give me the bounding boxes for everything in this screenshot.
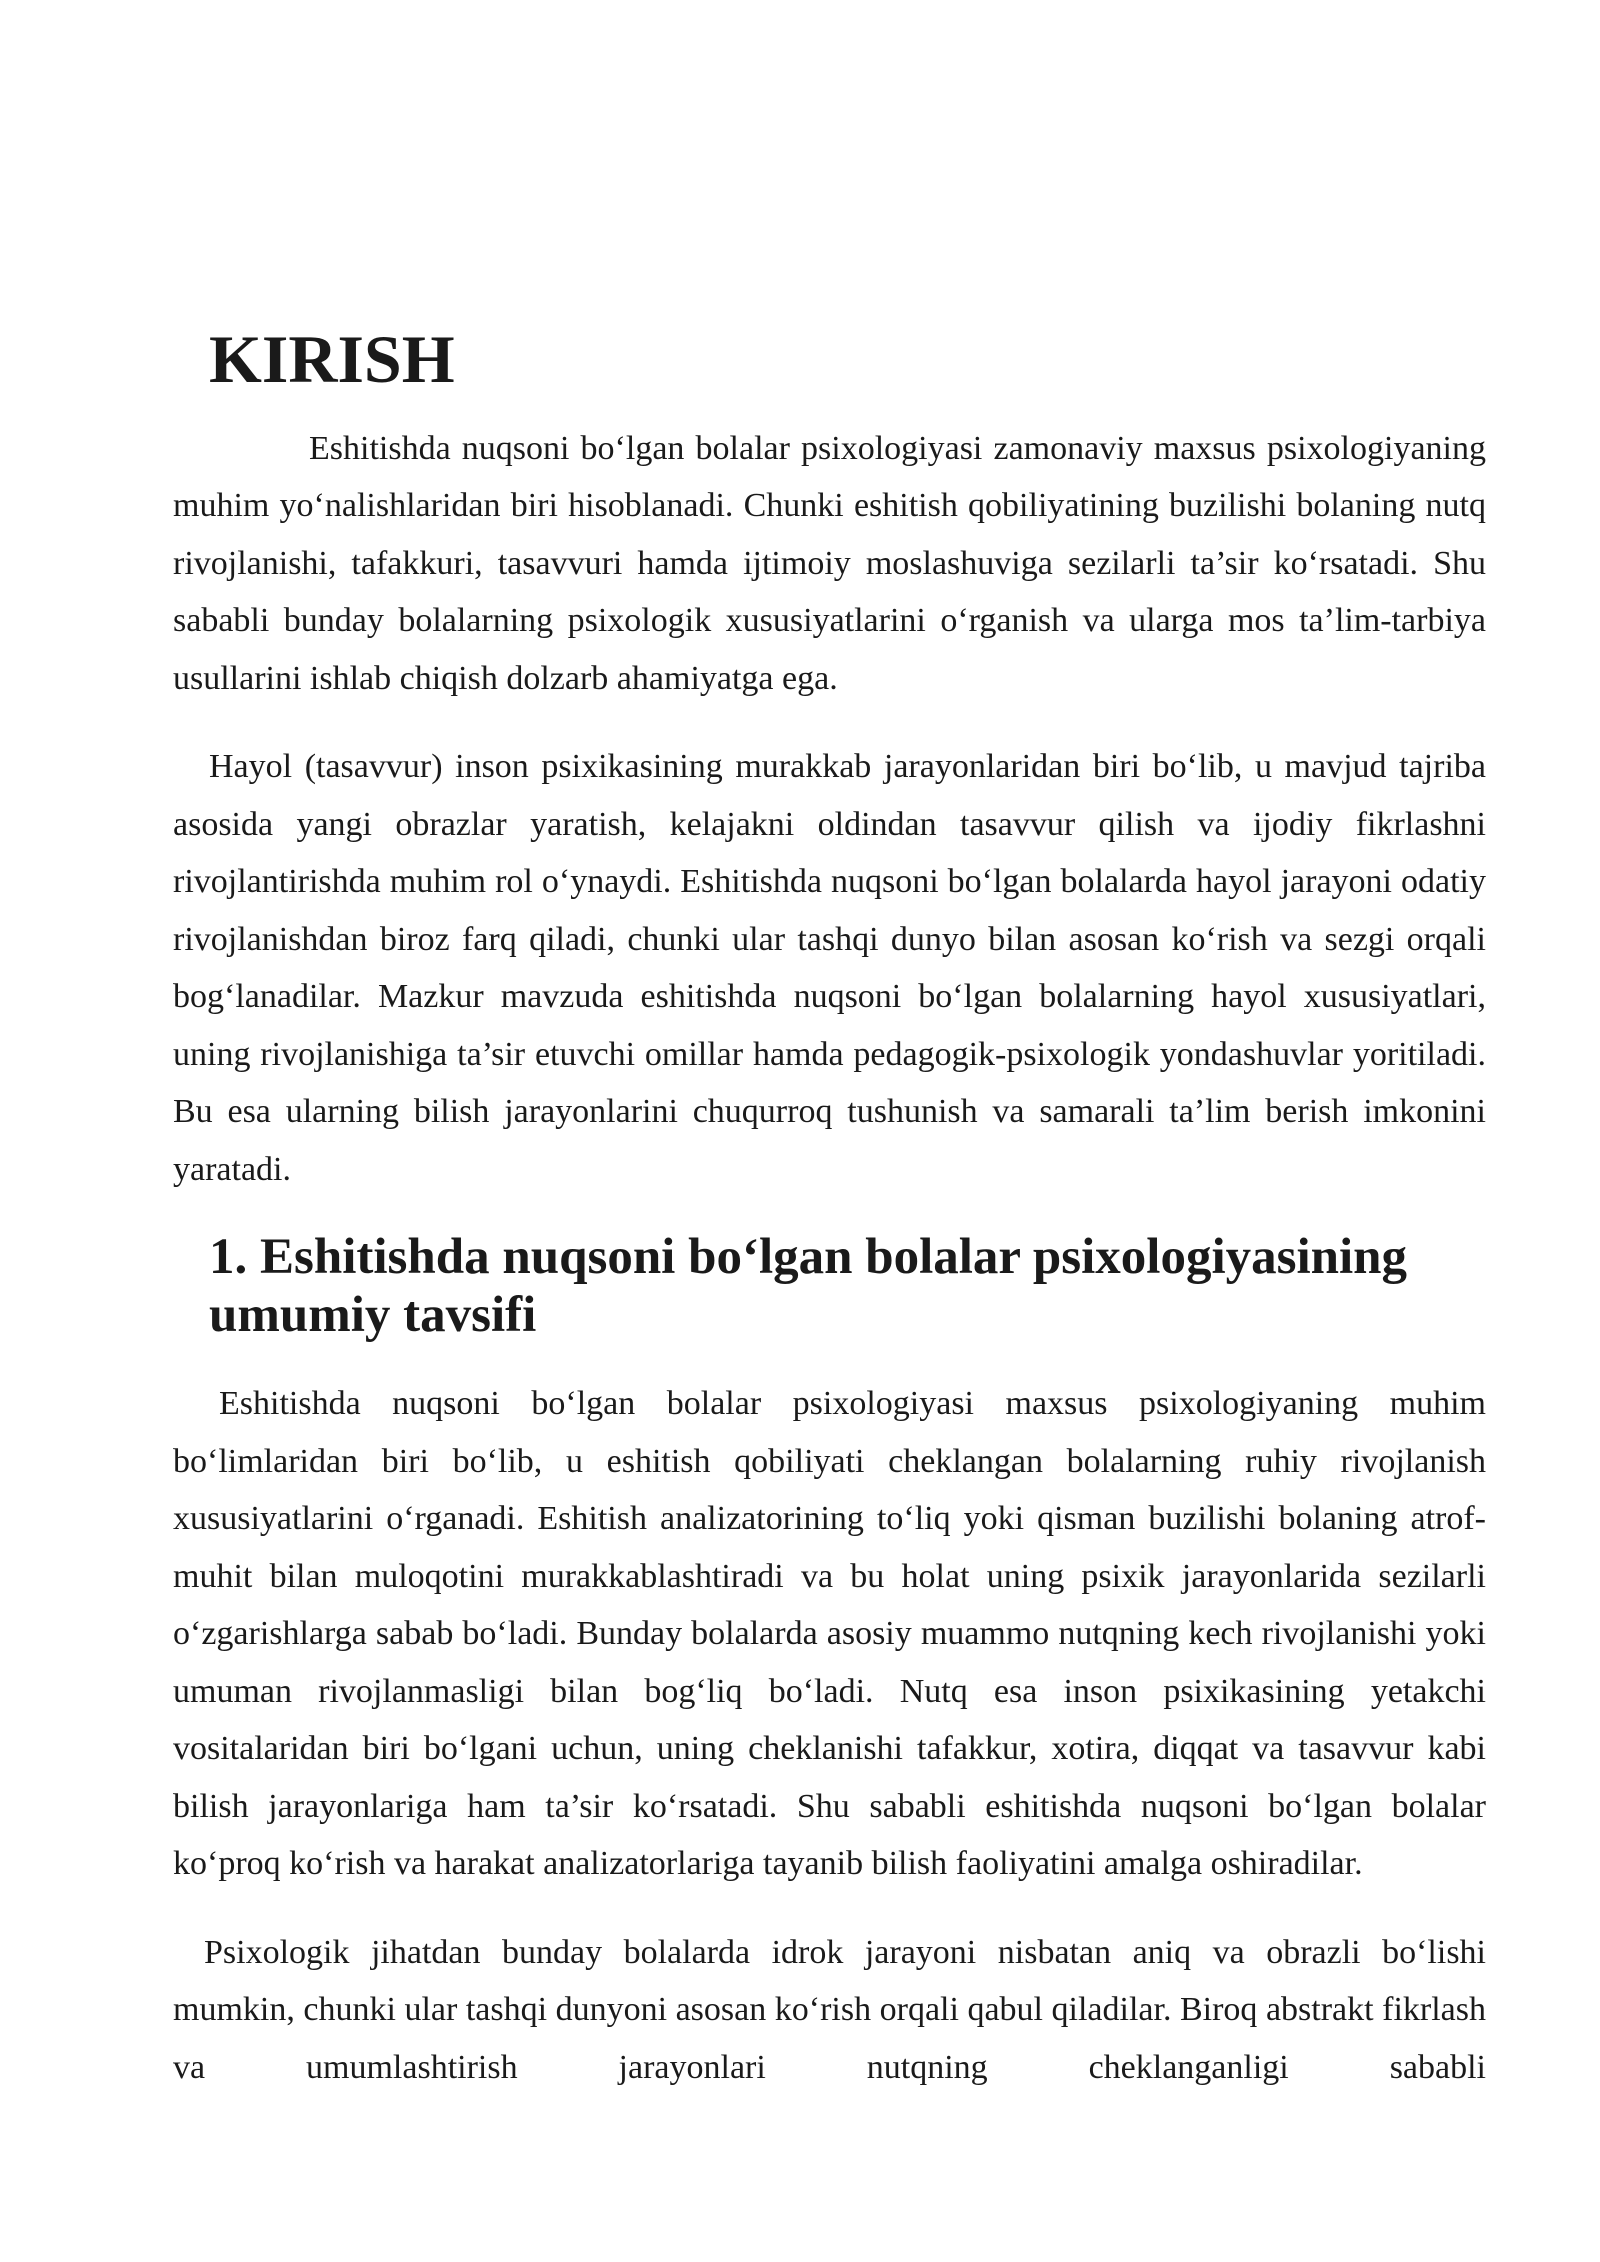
section-paragraph-2: Psixologik jihatdan bunday bolalarda idrok jarayoni nisbatan aniq va obrazli bo‘lishi mumkin, chunki ular tashqi dunyoni asosan ko‘rish orqali qabul qiladilar. Biroq abstrakt fikrlash va umumlashtirish jarayonlari nutqning cheklanganligi sababli <box>173 1933 1486 2086</box>
section-paragraph-1: Eshitishda nuqsoni bo‘lgan bolalar psixologiyasi maxsus psixologiyaning muhim bo‘limlaridan biri bo‘lib, u eshitish qobiliyati cheklangan bolalarning ruhiy rivojlanish xususiyatlarini o‘rganadi. Eshitish analizatorining to‘liq yoki qisman buzilishi bolaning atrof-muhit bilan muloqotini murakkablashtiradi va bu holat uning psixik jarayonlarida sezilarli o‘zgarishlarga sabab bo‘ladi. Bunday bolalarda asosiy muammo nutqning kech rivojlanishi yoki umuman rivojlanmasligi bilan bog‘liq bo‘ladi. Nutq esa inson psixikasining yetakchi vositalaridan biri bo‘lgani uchun, uning cheklanishi tafakkur, xotira, diqqat va tasavvur kabi bilish jarayonlariga ham ta’sir ko‘rsatadi. Shu sababli eshitishda nuqsoni bo‘lgan bolalar ko‘proq ko‘rish va harakat analizatorlariga tayanib bilish faoliyatini amalga oshiradilar. <box>173 1385 1486 1882</box>
spacer <box>173 1344 1486 1375</box>
spacer <box>173 1893 1486 1924</box>
page-title: KIRISH <box>209 321 455 397</box>
section-heading: 1. Eshitishda nuqsoni bo‘lgan bolalar psixologiyasining umumiy tavsifi <box>209 1229 1408 1343</box>
document-body <box>173 321 1486 2096</box>
intro-paragraph-1: Eshitishda nuqsoni bo‘lgan bolalar psixologiyasi zamonaviy maxsus psixologiyaning muhim yo‘nalishlaridan biri hisoblanadi. Chunki eshitish qobiliyatining buzilishi bolaning nutq rivojlanishi, tafakkuri, tasavvuri hamda ijtimoiy moslashuviga sezilarli ta’sir ko‘rsatadi. Shu sababli bunday bolalarning psixologik xususiyatlarini o‘rganish va ularga mos ta’lim-tarbiya usullarini ishlab chiqish dolzarb ahamiyatga ega. <box>173 429 1486 697</box>
spacer <box>173 1198 1486 1229</box>
spacer <box>173 707 1486 738</box>
intro-paragraph-2: Hayol (tasavvur) inson psixikasining murakkab jarayonlaridan biri bo‘lib, u mavjud tajriba asosida yangi obrazlar yaratish, kelajakni oldindan tasavvur qilish va ijodiy fikrlashni rivojlantirishda muhim rol o‘ynaydi. Eshitishda nuqsoni bo‘lgan bolalarda hayol jarayoni odatiy rivojlanishdan biroz farq qiladi, chunki ular tashqi dunyo bilan asosan ko‘rish va sezgi orqali bog‘lanadilar. Mazkur mavzuda eshitishda nuqsoni bo‘lgan bolalarning hayol xususiyatlari, uning rivojlanishiga ta’sir etuvchi omillar hamda pedagogik-psixologik yondashuvlar yoritiladi. Bu esa ularning bilish jarayonlarini chuqurroq tushunish va samarali ta’lim berish imkonini yaratadi. <box>173 748 1486 1188</box>
